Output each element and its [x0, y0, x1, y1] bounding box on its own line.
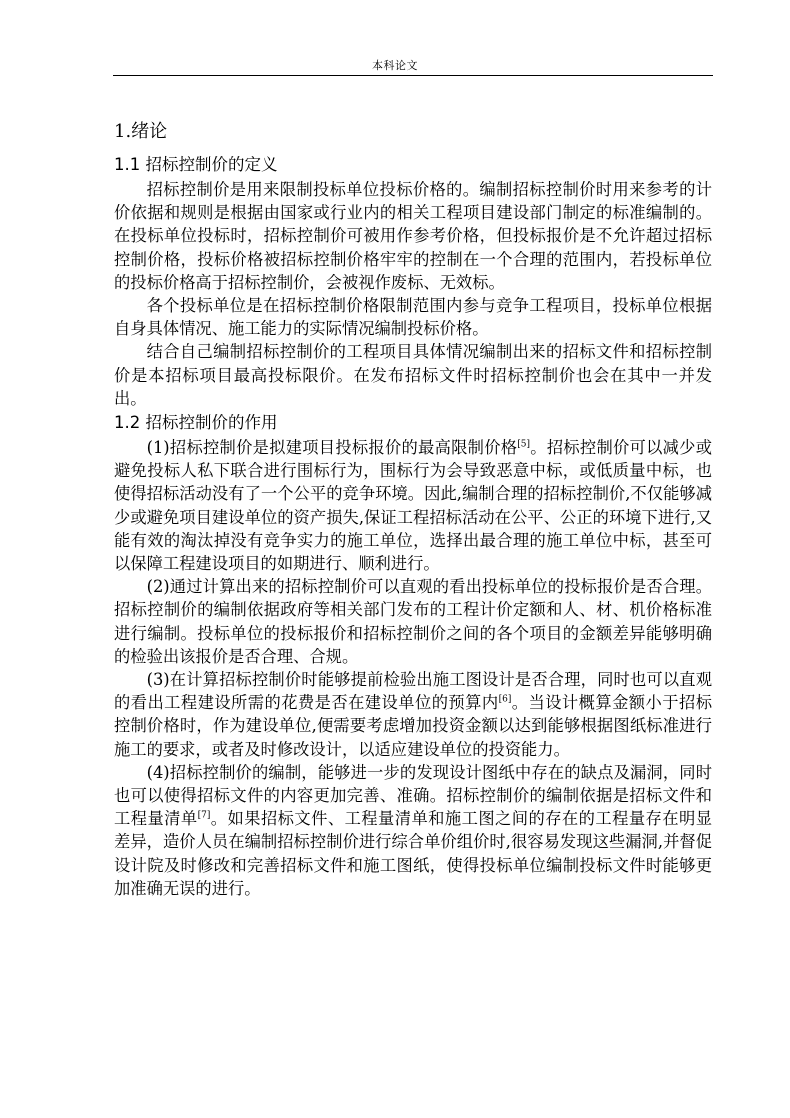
chapter-heading: 1.绪论 — [114, 121, 168, 142]
paragraph: (2)通过计算出来的招标控制价可以直观的看出投标单位的投标报价是否合理。招标控制价的编制依据政府等相关部门发布的工程计价定额和人、材、机价格标准进行编制。投标单位的投标报价和招标控制价之间的各个项目的金额差异能够明确的检验出该报价是否合理、合规。 — [114, 577, 712, 666]
section-heading: 1.1 招标控制价的定义 — [114, 155, 278, 174]
paragraph: 各个投标单位是在招标控制价格限制范围内参与竞争工程项目，投标单位根据自身具体情况、施工能力的实际情况编制投标价格。 — [114, 296, 712, 339]
paragraph-text: 。当设计概算金额小于招标控制价格时，作为建设单位,便需要考虑增加投资金额以达到能够根据图纸标准进行施工的要求，或者及时修改设计，以适应建设单位的投资能力。 — [114, 693, 712, 759]
paragraph-text: 。如果招标文件、工程量清单和施工图之间的存在的工程量存在明显差异，造价人员在编制招标控制价进行综合单价组价时,很容易发现这些漏洞,并督促设计院及时修改和完善招标文件和施工图纸，使得投标单位编制投标文件时能够更加准确无误的进行。 — [114, 809, 712, 898]
paragraph-text: (1)招标控制价是拟建项目投标报价的最高限制价格 — [146, 438, 518, 458]
header-divider — [113, 75, 713, 76]
paragraph — [114, 436, 712, 575]
paragraph-text: (4)招标控制价的编制，能够进一步的发现设计图纸中存在的缺点及漏洞，同时也可以使得招标文件的内容更加完善、准确。招标控制价的编制依据是招标文件和工程量清单 — [114, 762, 712, 829]
citation-ref: [7] — [197, 810, 211, 821]
paragraph: 结合自己编制招标控制价的工程项目具体情况编制出来的招标文件和招标控制价是本招标项目最高投标限价。在发布招标文件时招标控制价也会在其中一并发出。 — [114, 342, 712, 408]
document-body — [114, 118, 712, 900]
section-heading: 1.2 招标控制价的作用 — [114, 413, 278, 433]
running-header: 本科论文 — [372, 59, 418, 72]
paragraph — [114, 668, 712, 761]
paragraph: 招标控制价是用来限制投标单位投标价格的。编制招标控制价时用来参考的计价依据和规则是根据由国家或行业内的相关工程项目建设部门制定的标准编制的。在投标单位投标时，招标控制价可被用作参考价格，但投标报价是不允许超过招标控制价格，投标价格被招标控制价格牢牢的控制在一个合理的范围内，若投标单位的投标价格高于招标控制价，会被视作废标、无效标。 — [114, 180, 712, 292]
citation-ref: [6] — [498, 694, 512, 705]
citation-ref: [5] — [517, 439, 531, 450]
paragraph-text: 。招标控制价可以减少或避免投标人私下联合进行围标行为，围标行为会导致恶意中标，或低质量中标，也使得招标活动没有了一个公平的竞争环境。因此,编制合理的招标控制价,不仅能够减少或避免项目建设单位的资产损失,保证工程招标活动在公平、公正的环境下进行,又能有效的淘汰掉没有竞争实力的施工单位，选择出最合理的施工单位中标，甚至可以保障工程建设项目的如期进行、顺利进行。 — [114, 438, 712, 574]
paragraph — [114, 761, 712, 900]
paragraph-text: (3)在计算招标控制价时能够提前检验出施工图设计是否合理，同时也可以直观的看出工程建设所需的花费是否在建设单位的预算内 — [114, 670, 712, 713]
